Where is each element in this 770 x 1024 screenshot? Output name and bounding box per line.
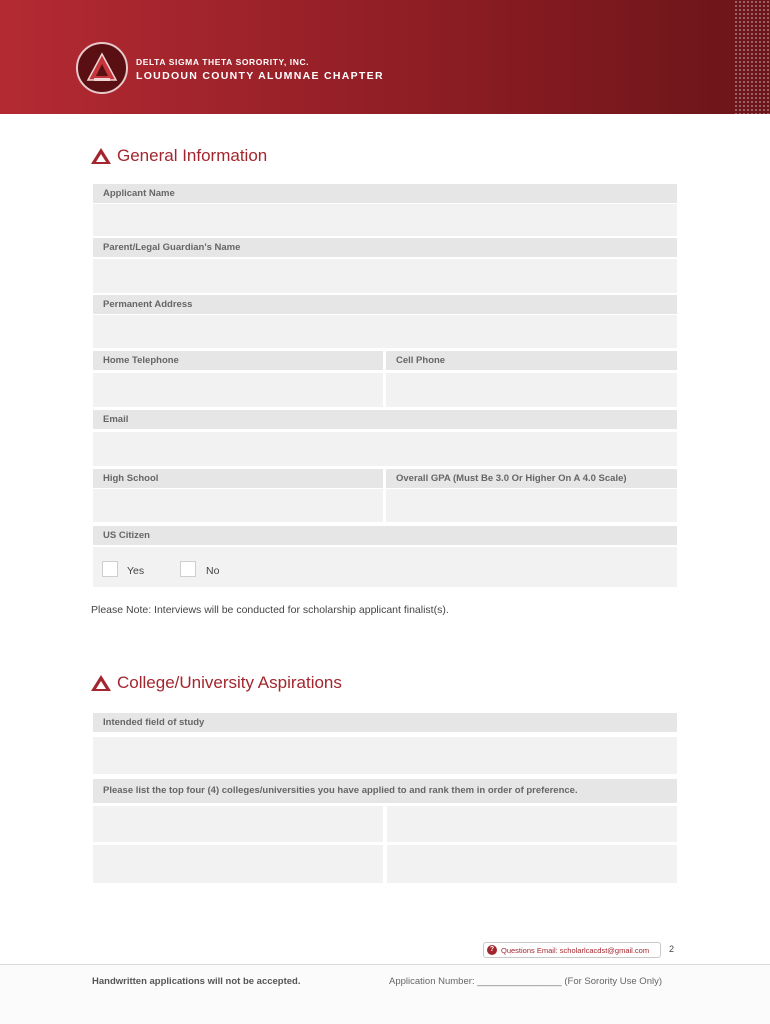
cell-phone-label: Cell Phone [386,351,677,370]
citizen-yes-checkbox[interactable] [102,561,118,577]
email-field[interactable] [93,432,677,466]
gpa-label: Overall GPA (Must Be 3.0 Or Higher On A 4.0 Scale) [386,469,677,488]
header-dot-pattern [734,0,770,114]
home-phone-field[interactable] [93,373,383,407]
delta-crest-logo [76,42,128,94]
field-of-study-field[interactable] [93,737,677,774]
applicant-name-field[interactable] [93,204,677,236]
org-name: DELTA SIGMA THETA SORORITY, INC. [136,57,310,67]
section-title-text: General Information [117,146,268,165]
chapter-name: LOUDOUN COUNTY ALUMNAE CHAPTER [136,70,384,82]
college-choice-2[interactable] [387,806,677,842]
cell-phone-field[interactable] [386,373,677,407]
high-school-field[interactable] [93,489,383,522]
applicant-name-label: Applicant Name [93,184,677,203]
colleges-label: Please list the top four (4) colleges/universities you have applied to and rank them in order of preference. [93,779,677,803]
handwritten-note: Handwritten applications will not be accepted. [92,976,301,987]
field-of-study-label: Intended field of study [93,713,677,732]
interview-note: Please Note: Interviews will be conducted for scholarship applicant finalist(s). [91,604,449,616]
section-title-text: College/University Aspirations [117,673,342,692]
delta-triangle-icon [90,674,112,692]
email-label: Email [93,410,677,429]
college-choice-1[interactable] [93,806,383,842]
citizen-no-checkbox[interactable] [180,561,196,577]
guardian-name-field[interactable] [93,259,677,293]
section-title-general [90,144,267,168]
section-title-aspirations [90,671,342,695]
citizen-no-label: No [206,565,220,577]
questions-email-text: Questions Email: scholarlcacdst@gmail.com [501,945,650,955]
question-icon: ? [487,945,497,955]
address-field[interactable] [93,315,677,348]
page-number: 2 [669,944,675,954]
application-number: Application Number: ________________ (For Sorority Use Only) [389,976,663,987]
page-header [0,0,770,114]
high-school-label: High School [93,469,383,488]
address-label: Permanent Address [93,295,677,314]
home-phone-label: Home Telephone [93,351,383,370]
guardian-name-label: Parent/Legal Guardian's Name [93,238,677,257]
college-choice-3[interactable] [93,845,383,883]
questions-email-badge[interactable] [483,942,661,958]
citizen-yes-label: Yes [127,565,145,577]
footer [0,965,770,1024]
us-citizen-label: US Citizen [93,526,677,545]
gpa-field[interactable] [386,489,677,522]
college-choice-4[interactable] [387,845,677,883]
delta-triangle-icon [90,147,112,165]
